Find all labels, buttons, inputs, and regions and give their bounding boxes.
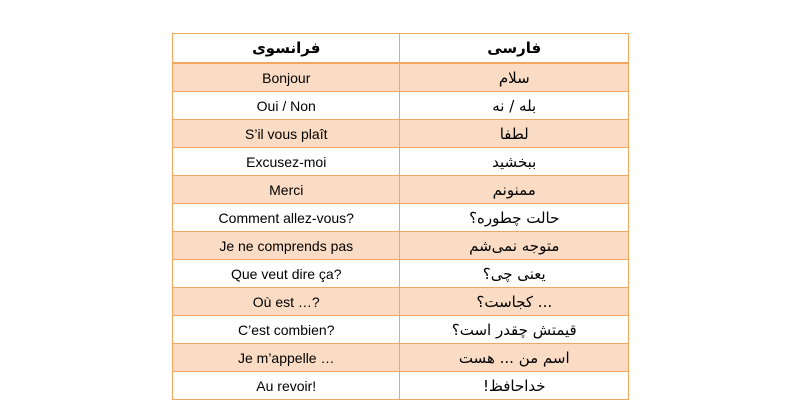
table-row [173,148,629,176]
persian-cell: حالت چطوره؟ [400,204,629,232]
table-row [173,232,629,260]
french-cell: Oui / Non [173,92,400,120]
persian-cell: خداحافظ! [400,372,629,400]
table-row [173,63,629,92]
french-cell: Que veut dire ça? [173,260,400,288]
french-cell: Je ne comprends pas [173,232,400,260]
table-row [173,344,629,372]
french-cell: Merci [173,176,400,204]
phrase-table [172,33,629,400]
persian-cell: یعنی چی؟ [400,260,629,288]
french-cell: Au revoir! [173,372,400,400]
header-persian: فارسی [400,34,629,64]
french-cell: Je m’appelle … [173,344,400,372]
table-row [173,288,629,316]
persian-cell: ... کجاست؟ [400,288,629,316]
french-cell: S’il vous plaît [173,120,400,148]
table-row [173,316,629,344]
header-french: فرانسوی [173,34,400,64]
persian-cell: سلام [400,63,629,92]
table-header-row [173,34,629,64]
persian-cell: لطفا [400,120,629,148]
table-row [173,372,629,400]
persian-cell: قیمتش چقدر است؟ [400,316,629,344]
persian-cell: اسم من ... هست [400,344,629,372]
persian-cell: ببخشید [400,148,629,176]
table-row [173,92,629,120]
french-cell: Excusez-moi [173,148,400,176]
table-row [173,204,629,232]
table-row [173,120,629,148]
french-cell: C’est combien? [173,316,400,344]
persian-cell: ممنونم [400,176,629,204]
french-cell: Comment allez-vous? [173,204,400,232]
table-row [173,176,629,204]
persian-cell: متوجه نمی‌شم [400,232,629,260]
french-cell: Bonjour [173,63,400,92]
table-row [173,260,629,288]
french-cell: Où est …? [173,288,400,316]
persian-cell: بله / نه [400,92,629,120]
